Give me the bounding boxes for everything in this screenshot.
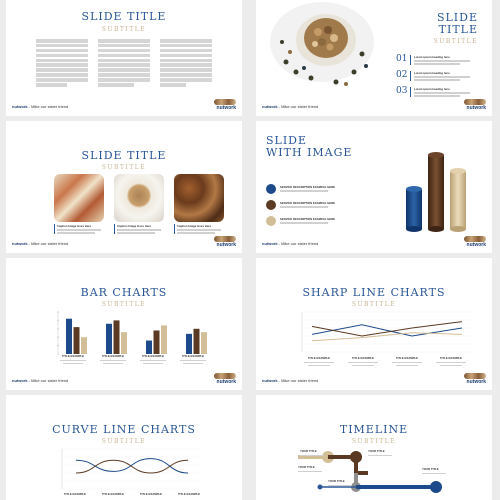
bar	[201, 332, 207, 354]
item-caption: Lorem ipsum heading here	[414, 87, 450, 91]
footer-brand	[12, 378, 68, 383]
service-text-line	[280, 222, 328, 224]
photo-nut-bowl	[114, 174, 164, 222]
caption-text-line	[117, 232, 155, 234]
group-text-line	[100, 360, 126, 362]
slide-footer	[12, 236, 236, 248]
timeline-text-line	[298, 471, 322, 473]
logo	[212, 373, 236, 385]
footer-brand-name: nutwork	[12, 378, 28, 383]
item-text-line	[414, 60, 470, 62]
slide-subtitle: SUBTITLE	[433, 38, 478, 45]
bar-chart	[50, 308, 220, 356]
group-labels	[56, 492, 206, 500]
group-label	[434, 356, 468, 368]
footer-brand	[262, 241, 318, 246]
slide-title: SLIDE TITLE	[81, 10, 167, 23]
bar	[121, 332, 127, 354]
y-tick	[57, 336, 59, 338]
group-text-line	[183, 363, 203, 365]
group-text-line	[436, 362, 466, 364]
timeline-node	[430, 481, 442, 493]
logo	[462, 236, 486, 248]
caption-accent	[114, 224, 115, 234]
caption-text-line	[117, 229, 161, 231]
group-labels	[50, 354, 220, 370]
timeline-label	[300, 449, 328, 456]
item-number: 03	[396, 86, 408, 96]
item-text-line	[414, 76, 470, 78]
item-text-line	[414, 79, 460, 81]
blue-cylinder	[406, 189, 422, 229]
service-label: SERVICE DESCRIPTION EXAMPLE HERE	[280, 201, 335, 205]
slide-5[interactable]	[6, 258, 242, 390]
footer-tagline: - Mike our sister friend	[277, 104, 319, 109]
service-item	[266, 200, 376, 212]
nuts-bowl-photo	[266, 0, 378, 100]
bar	[154, 330, 160, 354]
group-text-line	[140, 360, 166, 362]
paragraph	[36, 39, 88, 87]
slide-1[interactable]	[6, 0, 242, 116]
item-text-line	[414, 95, 460, 97]
slide-footer	[262, 236, 486, 248]
logo	[462, 373, 486, 385]
group-title: TITLE EXAMPLE	[101, 354, 125, 358]
bar	[186, 334, 192, 354]
caption-text-line	[177, 232, 215, 234]
group-title: TITLE EXAMPLE	[63, 492, 87, 496]
group-title: TITLE EXAMPLE	[181, 354, 205, 358]
group-title: TITLE EXAMPLE	[61, 354, 85, 358]
slide-title: SHARP LINE CHARTS	[302, 286, 446, 299]
item-text-line	[414, 63, 460, 65]
item-divider	[410, 87, 411, 97]
slide-subtitle: SUBTITLE	[351, 438, 397, 445]
group-text-line	[392, 362, 422, 364]
bar	[114, 320, 120, 354]
service-label: SERVICE DESCRIPTION EXAMPLE HERE	[280, 185, 335, 189]
bullet-dot	[266, 184, 276, 194]
slide-title	[266, 135, 352, 159]
caption-accent	[54, 224, 55, 234]
list-item	[396, 70, 486, 82]
timeline-label	[298, 465, 326, 472]
timeline-item-title: YOUR TITLE	[300, 449, 317, 453]
group-label	[138, 354, 168, 366]
sharp-line-chart	[296, 308, 476, 356]
y-tick	[57, 311, 59, 313]
timeline-label	[328, 479, 356, 486]
group-label	[60, 492, 90, 496]
bar	[194, 329, 200, 354]
slide-footer	[12, 373, 236, 385]
group-title: TITLE EXAMPLE	[351, 356, 375, 360]
footer-tagline: - Mike our sister friend	[27, 241, 69, 246]
title-line-1: SLIDE	[436, 11, 478, 24]
group-label	[98, 354, 128, 366]
title-line-1: SLIDE	[266, 134, 308, 147]
group-title: TITLE EXAMPLE	[177, 492, 201, 496]
logo-word: nutwork	[466, 379, 486, 385]
group-text-line	[308, 365, 330, 367]
footer-brand-name: nutwork	[262, 378, 278, 383]
slide-subtitle: SUBTITLE	[101, 438, 147, 445]
service-text-line	[280, 206, 328, 208]
group-text-line	[103, 363, 123, 365]
group-text-line	[63, 363, 83, 365]
footer-brand-name: nutwork	[12, 104, 28, 109]
slide-title: TIMELINE	[339, 423, 409, 436]
image-caption: Caption Image Goes Here	[117, 224, 152, 228]
y-tick	[57, 345, 59, 347]
timeline-label	[422, 467, 450, 474]
footer-brand-name: nutwork	[262, 241, 278, 246]
item-number: 02	[396, 70, 408, 80]
logo-word: nutwork	[216, 242, 236, 248]
group-label	[346, 356, 380, 368]
title-line-2: TITLE	[438, 23, 478, 36]
slide-footer	[262, 99, 486, 111]
bar	[106, 324, 112, 354]
slide-3[interactable]	[6, 121, 242, 253]
service-item	[266, 184, 376, 196]
footer-brand	[262, 104, 318, 109]
logo	[462, 99, 486, 111]
group-label	[174, 492, 204, 496]
item-divider	[410, 71, 411, 81]
bullet-dot	[266, 216, 276, 226]
bar	[66, 319, 72, 354]
timeline-text-line	[328, 485, 352, 487]
photo-dried-fruit	[54, 174, 104, 222]
series-line	[312, 333, 462, 341]
slide-title: BAR CHARTS	[80, 286, 168, 299]
bar	[74, 327, 80, 354]
footer-tagline: - Mike our sister friend	[277, 241, 319, 246]
item-text-line	[414, 92, 470, 94]
footer-brand	[12, 104, 68, 109]
item-caption: Lorem ipsum heading here	[414, 71, 450, 75]
group-title: TITLE EXAMPLE	[307, 356, 331, 360]
item-divider	[410, 55, 411, 65]
footer-brand-name: nutwork	[12, 241, 28, 246]
caption-text-line	[177, 229, 221, 231]
service-item	[266, 216, 376, 228]
paragraph	[98, 39, 150, 87]
group-label	[136, 492, 166, 496]
slide-subtitle: SUBTITLE	[101, 164, 147, 171]
image-caption: Caption Image Goes Here	[177, 224, 212, 228]
slide-8[interactable]	[256, 395, 492, 500]
slide-subtitle: SUBTITLE	[101, 26, 147, 33]
slide-subtitle: SUBTITLE	[101, 301, 147, 308]
footer-brand-name: nutwork	[262, 104, 278, 109]
slide-title: SLIDE TITLE	[81, 149, 167, 162]
caption-text-line	[57, 229, 101, 231]
slide-2[interactable]	[256, 0, 492, 116]
bar	[161, 325, 167, 354]
slide-title: CURVE LINE CHARTS	[52, 423, 196, 436]
group-text-line	[440, 365, 462, 367]
service-label: SERVICE DESCRIPTION EXAMPLE HERE	[280, 217, 335, 221]
group-label	[302, 356, 336, 368]
group-title: TITLE EXAMPLE	[141, 354, 165, 358]
group-text-line	[304, 362, 334, 364]
group-title: TITLE EXAMPLE	[439, 356, 463, 360]
group-text-line	[396, 365, 418, 367]
photo-mixed-nuts	[174, 174, 224, 222]
logo-word: nutwork	[216, 379, 236, 385]
slide-7[interactable]	[6, 395, 242, 500]
logo	[212, 236, 236, 248]
footer-tagline: - Mike our sister friend	[27, 378, 69, 383]
brown-cylinder	[428, 155, 444, 229]
item-caption: Lorem ipsum heading here	[414, 55, 450, 59]
group-text-line	[180, 360, 206, 362]
paragraph	[160, 39, 212, 87]
image-caption: Caption Image Goes Here	[57, 224, 92, 228]
group-label	[178, 354, 208, 366]
service-text-line	[280, 190, 328, 192]
group-text-line	[143, 363, 163, 365]
y-tick	[57, 320, 59, 322]
slide-title	[437, 12, 478, 36]
slide-6[interactable]	[256, 258, 492, 390]
footer-tagline: - Mike our sister friend	[277, 378, 319, 383]
timeline-text-line	[368, 455, 392, 457]
footer-tagline: - Mike our sister friend	[27, 104, 69, 109]
timeline-item-title: YOUR TITLE	[298, 465, 315, 469]
y-tick	[57, 328, 59, 330]
slide-footer	[262, 373, 486, 385]
slide-footer	[12, 99, 236, 111]
group-label	[58, 354, 88, 366]
item-number: 01	[396, 54, 408, 64]
group-text-line	[60, 360, 86, 362]
group-text-line	[352, 365, 374, 367]
timeline-text-line	[300, 455, 324, 457]
timeline-item-title: YOUR TITLE	[368, 449, 385, 453]
timeline-text-line	[422, 473, 446, 475]
tan-cylinder	[450, 171, 466, 229]
title-line-2: WITH IMAGE	[266, 146, 353, 159]
logo-word: nutwork	[216, 105, 236, 111]
group-title: TITLE EXAMPLE	[395, 356, 419, 360]
logo	[212, 99, 236, 111]
bar	[81, 337, 87, 354]
numbered-list	[396, 54, 486, 100]
group-label	[98, 492, 128, 496]
footer-brand	[262, 378, 318, 383]
slide-4[interactable]	[256, 121, 492, 253]
bullet-dot	[266, 200, 276, 210]
timeline-label	[368, 449, 396, 456]
timeline-node	[318, 485, 323, 490]
timeline-item-title: YOUR TITLE	[422, 467, 439, 471]
logo-word: nutwork	[466, 242, 486, 248]
group-title: TITLE EXAMPLE	[101, 492, 125, 496]
group-label	[390, 356, 424, 368]
timeline-item-title: YOUR TITLE	[328, 479, 345, 483]
caption-text-line	[57, 232, 95, 234]
cylinder-bars-graphic	[402, 149, 476, 233]
caption-accent	[174, 224, 175, 234]
slide-subtitle: SUBTITLE	[351, 301, 397, 308]
bar	[146, 341, 152, 354]
curve-line-chart	[56, 447, 206, 491]
group-title: TITLE EXAMPLE	[139, 492, 163, 496]
footer-brand	[12, 241, 68, 246]
list-item	[396, 54, 486, 66]
group-labels	[296, 356, 476, 370]
list-item	[396, 86, 486, 98]
logo-word: nutwork	[466, 105, 486, 111]
group-text-line	[348, 362, 378, 364]
